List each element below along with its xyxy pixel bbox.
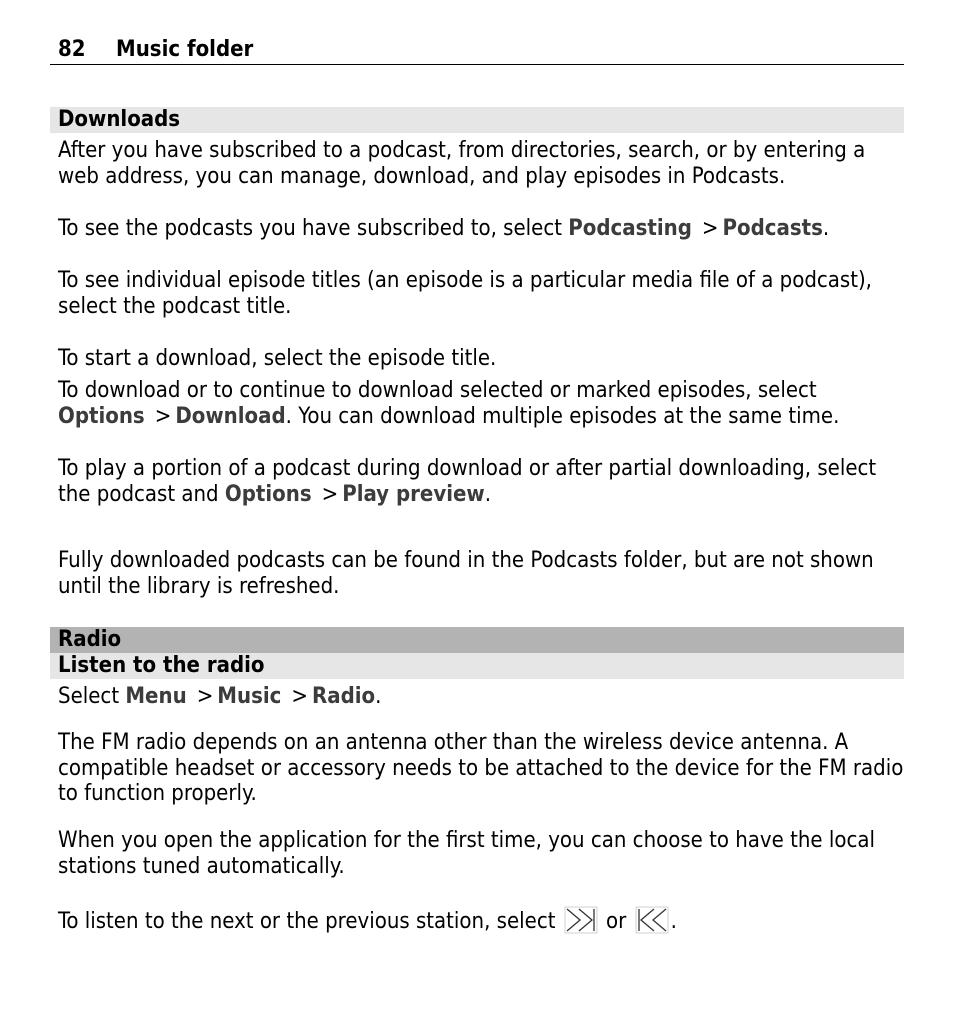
text-prefix: To listen to the next or the previous station, select bbox=[58, 909, 562, 934]
radio-heading-text: Radio bbox=[58, 627, 122, 652]
radio-paragraph-3: When you open the application for the first time, you can choose to have the local stations tuned automatically. bbox=[58, 828, 875, 879]
downloads-paragraph-7: Fully downloaded podcasts can be found in the Podcasts folder, but are not shown until the library is refreshed. bbox=[58, 548, 874, 599]
menu-path-menu: Menu bbox=[125, 684, 187, 709]
listen-radio-subheading bbox=[50, 653, 904, 679]
next-station-icon bbox=[564, 906, 598, 941]
menu-separator: > bbox=[196, 684, 214, 709]
text-prefix: To download or to continue to download selected or marked episodes, select bbox=[58, 378, 817, 403]
text-suffix: . bbox=[484, 481, 492, 507]
listen-radio-subheading-text: Listen to the radio bbox=[58, 653, 265, 678]
text-suffix: . bbox=[822, 216, 830, 241]
menu-path-podcasting: Podcasting bbox=[568, 216, 692, 241]
radio-paragraph-2: The FM radio depends on an antenna other than the wireless device antenna. A compatible headset or accessory needs to be attached to the device for the FM radio to function properly. bbox=[58, 730, 904, 806]
menu-path-download: Download bbox=[175, 403, 286, 429]
menu-separator: > bbox=[321, 481, 339, 507]
downloads-heading-text: Downloads bbox=[58, 107, 181, 132]
text-prefix: To see the podcasts you have subscribed to, select bbox=[58, 216, 569, 241]
downloads-paragraph-5 bbox=[58, 378, 908, 429]
menu-path-radio: Radio bbox=[311, 684, 376, 709]
downloads-paragraph-3: To see individual episode titles (an episode is a particular media file of a podcast), select the podcast title. bbox=[58, 268, 872, 319]
page-number: 82 bbox=[58, 37, 86, 62]
radio-heading bbox=[50, 627, 904, 653]
menu-separator: > bbox=[291, 684, 308, 709]
text-prefix: Select bbox=[58, 684, 126, 709]
text-suffix: . bbox=[670, 909, 677, 934]
text-suffix: . You can download multiple episodes at the same time. bbox=[285, 403, 840, 429]
page-header bbox=[50, 36, 904, 65]
menu-separator: > bbox=[154, 403, 172, 429]
downloads-paragraph-1: After you have subscribed to a podcast, from directories, search, or by entering a web address, you can manage, download, and play episodes in Podcasts. bbox=[58, 138, 866, 189]
downloads-paragraph-2 bbox=[58, 216, 908, 242]
menu-path-options: Options bbox=[224, 481, 312, 507]
text-middle: or bbox=[599, 909, 633, 934]
radio-paragraph-4 bbox=[58, 906, 908, 941]
menu-path-podcasts: Podcasts bbox=[722, 216, 823, 241]
text-suffix: . bbox=[375, 684, 382, 709]
menu-path-play-preview: Play preview bbox=[342, 481, 485, 507]
downloads-paragraph-4: To start a download, select the episode title. bbox=[58, 346, 497, 371]
radio-paragraph-1 bbox=[58, 684, 908, 710]
text-prefix: To play a portion of a podcast during download or after partial downloading, select the podcast and bbox=[58, 456, 877, 507]
menu-path-music: Music bbox=[217, 684, 282, 709]
menu-path-options: Options bbox=[58, 403, 145, 429]
menu-separator: > bbox=[701, 216, 719, 241]
downloads-paragraph-6 bbox=[58, 456, 908, 507]
section-title: Music folder bbox=[116, 37, 254, 62]
previous-station-icon bbox=[635, 906, 669, 941]
downloads-heading bbox=[50, 107, 904, 133]
